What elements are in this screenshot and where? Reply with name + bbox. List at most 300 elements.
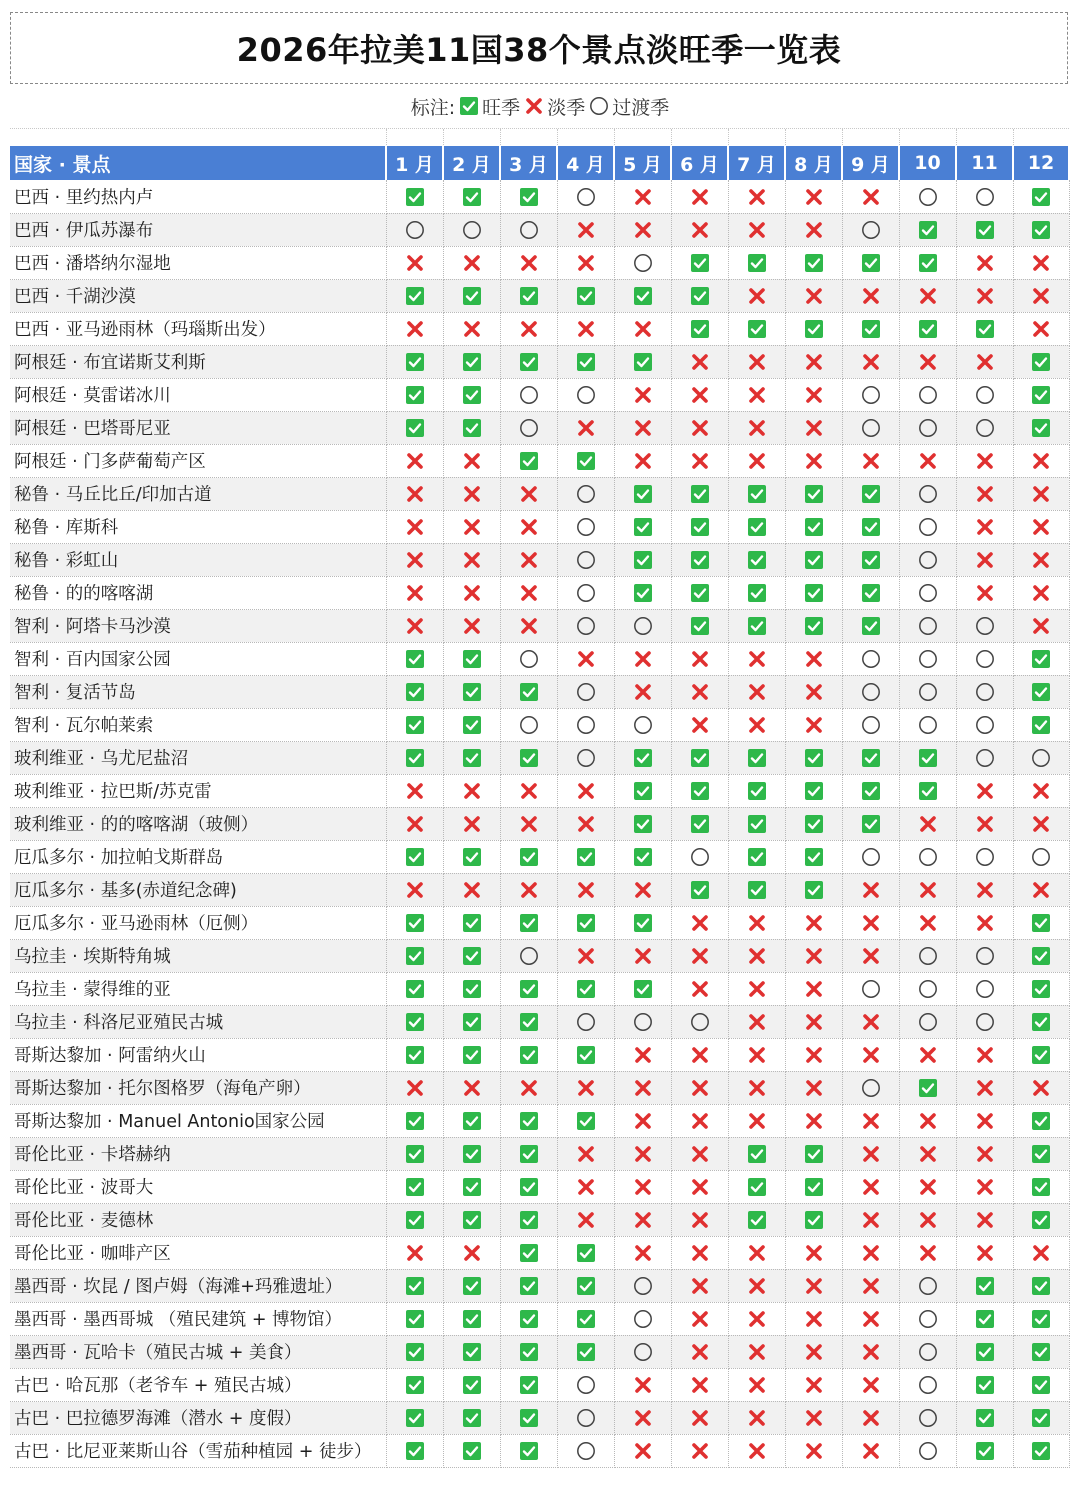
- cross-icon: [1031, 517, 1051, 537]
- check-icon: [519, 1144, 539, 1164]
- season-cell: [500, 807, 557, 840]
- spot-name: 哥伦比亚 · 咖啡产区: [10, 1236, 386, 1269]
- check-icon: [633, 583, 653, 603]
- check-icon: [975, 1441, 995, 1461]
- check-icon: [519, 1177, 539, 1197]
- cross-icon: [861, 1276, 881, 1296]
- season-cell: [899, 1104, 956, 1137]
- season-cell: [614, 939, 671, 972]
- cross-icon: [975, 913, 995, 933]
- table-row: [10, 840, 1069, 873]
- season-cell: [443, 444, 500, 477]
- season-cell: [899, 642, 956, 675]
- check-icon: [747, 253, 767, 273]
- check-icon: [1031, 1144, 1051, 1164]
- cross-icon: [804, 1342, 824, 1362]
- cross-icon: [633, 187, 653, 207]
- cross-icon: [1031, 880, 1051, 900]
- cross-icon: [747, 286, 767, 306]
- season-cell: [842, 939, 899, 972]
- season-cell: [557, 543, 614, 576]
- spot-name: 智利 · 瓦尔帕莱索: [10, 708, 386, 741]
- cross-icon: [519, 1078, 539, 1098]
- season-cell: [842, 1401, 899, 1434]
- cross-icon: [861, 1210, 881, 1230]
- season-cell: [671, 873, 728, 906]
- spot-name: 智利 · 阿塔卡马沙漠: [10, 609, 386, 642]
- season-cell: [728, 873, 785, 906]
- cross-icon: [690, 1144, 710, 1164]
- season-cell: [386, 708, 443, 741]
- cross-icon: [462, 484, 482, 504]
- season-cell: [386, 873, 443, 906]
- table-row: [10, 1401, 1069, 1434]
- cross-icon: [975, 781, 995, 801]
- check-icon: [975, 1309, 995, 1329]
- season-cell: [614, 708, 671, 741]
- cross-icon: [690, 946, 710, 966]
- check-icon: [405, 352, 425, 372]
- check-icon: [405, 979, 425, 999]
- season-cell: [785, 1434, 842, 1467]
- season-cell: [500, 1236, 557, 1269]
- season-cell: [500, 1071, 557, 1104]
- season-cell: [671, 213, 728, 246]
- cross-icon: [804, 1441, 824, 1461]
- season-cell: [557, 708, 614, 741]
- cross-icon: [747, 1243, 767, 1263]
- table-row: [10, 1170, 1069, 1203]
- season-cell: [842, 180, 899, 213]
- cross-icon: [918, 1111, 938, 1131]
- season-cell: [842, 279, 899, 312]
- season-cell: [956, 708, 1013, 741]
- table-row: [10, 1104, 1069, 1137]
- season-cell: [443, 213, 500, 246]
- season-cell: [500, 378, 557, 411]
- season-cell: [1013, 741, 1069, 774]
- season-cell: [557, 1269, 614, 1302]
- circle-icon: [975, 748, 995, 768]
- cross-icon: [747, 187, 767, 207]
- check-icon: [462, 1408, 482, 1428]
- circle-icon: [861, 682, 881, 702]
- cross-icon: [576, 880, 596, 900]
- check-icon: [405, 418, 425, 438]
- cross-icon: [861, 1243, 881, 1263]
- check-icon: [690, 616, 710, 636]
- season-cell: [386, 1236, 443, 1269]
- table-row: [10, 1005, 1069, 1038]
- season-cell: [899, 774, 956, 807]
- table-row: [10, 378, 1069, 411]
- season-cell: [842, 774, 899, 807]
- column-guide: [614, 129, 615, 147]
- season-cell: [443, 246, 500, 279]
- season-cell: [386, 642, 443, 675]
- season-cell: [386, 741, 443, 774]
- cross-icon: [633, 880, 653, 900]
- check-icon: [861, 550, 881, 570]
- season-cell: [557, 807, 614, 840]
- table-row: [10, 1302, 1069, 1335]
- season-cell: [386, 840, 443, 873]
- check-icon: [918, 253, 938, 273]
- season-cell: [500, 774, 557, 807]
- cross-icon: [975, 1177, 995, 1197]
- check-icon: [462, 715, 482, 735]
- season-cell: [671, 972, 728, 1005]
- season-cell: [443, 378, 500, 411]
- season-cell: [500, 1104, 557, 1137]
- season-cell: [899, 510, 956, 543]
- season-cell: [500, 246, 557, 279]
- season-cell: [671, 1203, 728, 1236]
- season-cell: [614, 246, 671, 279]
- cross-icon: [633, 220, 653, 240]
- season-cell: [842, 1170, 899, 1203]
- circle-icon: [690, 1012, 710, 1032]
- cross-icon: [633, 385, 653, 405]
- check-icon: [633, 979, 653, 999]
- cross-icon: [690, 979, 710, 999]
- check-icon: [519, 1375, 539, 1395]
- season-cell: [728, 972, 785, 1005]
- season-cell: [557, 1170, 614, 1203]
- legend-off: [524, 93, 585, 120]
- season-cell: [443, 840, 500, 873]
- check-icon: [861, 484, 881, 504]
- season-cell: [785, 543, 842, 576]
- season-cell: [386, 1269, 443, 1302]
- header-month-8: 8 月: [785, 146, 842, 180]
- check-icon: [747, 1210, 767, 1230]
- check-icon: [519, 913, 539, 933]
- season-cell: [614, 675, 671, 708]
- season-cell: [614, 609, 671, 642]
- season-cell: [671, 939, 728, 972]
- cross-icon: [1031, 1078, 1051, 1098]
- season-cell: [1013, 1368, 1069, 1401]
- season-cell: [1013, 411, 1069, 444]
- check-icon: [405, 1045, 425, 1065]
- cross-icon: [519, 319, 539, 339]
- cross-icon: [405, 253, 425, 273]
- circle-icon: [589, 96, 609, 116]
- cross-icon: [1031, 484, 1051, 504]
- season-cell: [899, 675, 956, 708]
- season-cell: [956, 774, 1013, 807]
- check-icon: [975, 319, 995, 339]
- cross-icon: [747, 1408, 767, 1428]
- season-cell: [500, 708, 557, 741]
- season-cell: [899, 972, 956, 1005]
- legend-shoulder-label: 过渡季: [612, 96, 670, 119]
- season-cell: [557, 1137, 614, 1170]
- cross-icon: [576, 319, 596, 339]
- season-cell: [956, 510, 1013, 543]
- season-cell: [842, 246, 899, 279]
- cross-icon: [804, 1375, 824, 1395]
- season-cell: [1013, 774, 1069, 807]
- cross-icon: [576, 814, 596, 834]
- cross-icon: [861, 1111, 881, 1131]
- season-cell: [785, 378, 842, 411]
- cross-icon: [804, 352, 824, 372]
- legend-off-label: 淡季: [547, 96, 586, 119]
- season-cell: [785, 972, 842, 1005]
- column-guide: [785, 129, 786, 147]
- check-icon: [690, 880, 710, 900]
- check-icon: [633, 517, 653, 537]
- season-cell: [728, 1137, 785, 1170]
- circle-icon: [633, 1276, 653, 1296]
- season-cell: [614, 873, 671, 906]
- season-cell: [728, 1038, 785, 1071]
- season-cell: [671, 180, 728, 213]
- season-cell: [899, 1071, 956, 1104]
- season-cell: [899, 213, 956, 246]
- season-cell: [614, 1104, 671, 1137]
- season-cell: [956, 1302, 1013, 1335]
- season-cell: [1013, 708, 1069, 741]
- season-cell: [614, 774, 671, 807]
- check-icon: [405, 1375, 425, 1395]
- check-icon: [690, 319, 710, 339]
- check-icon: [519, 1276, 539, 1296]
- circle-icon: [918, 517, 938, 537]
- season-cell: [728, 906, 785, 939]
- season-cell: [1013, 675, 1069, 708]
- season-cell: [500, 213, 557, 246]
- season-cell: [386, 939, 443, 972]
- check-icon: [861, 319, 881, 339]
- circle-icon: [576, 550, 596, 570]
- season-cell: [443, 1335, 500, 1368]
- spot-name: 墨西哥 · 墨西哥城 （殖民建筑 + 博物馆）: [10, 1302, 386, 1335]
- circle-icon: [576, 616, 596, 636]
- table-row: [10, 906, 1069, 939]
- check-icon: [405, 1342, 425, 1362]
- cross-icon: [861, 946, 881, 966]
- season-cell: [728, 708, 785, 741]
- check-icon: [633, 352, 653, 372]
- check-icon: [462, 1144, 482, 1164]
- cross-icon: [918, 451, 938, 471]
- table-row: [10, 642, 1069, 675]
- season-cell: [443, 345, 500, 378]
- season-cell: [557, 1104, 614, 1137]
- season-cell: [785, 1335, 842, 1368]
- check-icon: [462, 187, 482, 207]
- season-cell: [671, 576, 728, 609]
- season-cell: [671, 411, 728, 444]
- table-row: [10, 1368, 1069, 1401]
- table-row: [10, 1269, 1069, 1302]
- season-cell: [842, 1203, 899, 1236]
- cross-icon: [747, 1045, 767, 1065]
- season-cell: [956, 1368, 1013, 1401]
- cross-icon: [690, 649, 710, 669]
- season-cell: [557, 1368, 614, 1401]
- check-icon: [804, 253, 824, 273]
- check-icon: [462, 1012, 482, 1032]
- season-cell: [557, 1236, 614, 1269]
- cross-icon: [690, 1078, 710, 1098]
- check-icon: [576, 451, 596, 471]
- season-cell: [842, 906, 899, 939]
- season-cell: [899, 477, 956, 510]
- season-cell: [443, 906, 500, 939]
- table-row: [10, 246, 1069, 279]
- cross-icon: [804, 682, 824, 702]
- season-cell: [500, 312, 557, 345]
- season-cell: [557, 246, 614, 279]
- cross-icon: [747, 1342, 767, 1362]
- cross-icon: [633, 946, 653, 966]
- season-cell: [443, 1434, 500, 1467]
- cross-icon: [747, 715, 767, 735]
- cross-icon: [576, 253, 596, 273]
- season-cell: [728, 576, 785, 609]
- season-cell: [899, 246, 956, 279]
- header-month-7: 7 月: [728, 146, 785, 180]
- spot-name: 巴西 · 千湖沙漠: [10, 279, 386, 312]
- check-icon: [804, 880, 824, 900]
- table-row: [10, 1203, 1069, 1236]
- check-icon: [405, 715, 425, 735]
- check-icon: [405, 385, 425, 405]
- spot-name: 玻利维亚 · 乌尤尼盐沼: [10, 741, 386, 774]
- circle-icon: [576, 748, 596, 768]
- season-cell: [785, 477, 842, 510]
- check-icon: [519, 1243, 539, 1263]
- season-cell: [728, 543, 785, 576]
- check-icon: [861, 748, 881, 768]
- cross-icon: [804, 187, 824, 207]
- cross-icon: [861, 1342, 881, 1362]
- season-cell: [671, 675, 728, 708]
- cross-icon: [861, 1441, 881, 1461]
- season-cell: [443, 675, 500, 708]
- season-cell: [443, 774, 500, 807]
- season-cell: [1013, 1269, 1069, 1302]
- cross-icon: [975, 1144, 995, 1164]
- circle-icon: [861, 979, 881, 999]
- season-cell: [443, 543, 500, 576]
- season-cell: [785, 411, 842, 444]
- cross-icon: [975, 451, 995, 471]
- season-cell: [671, 1104, 728, 1137]
- check-icon: [633, 484, 653, 504]
- check-icon: [405, 1144, 425, 1164]
- season-cell: [671, 609, 728, 642]
- season-cell: [785, 1368, 842, 1401]
- season-cell: [671, 807, 728, 840]
- season-cell: [728, 609, 785, 642]
- cross-icon: [918, 352, 938, 372]
- season-cell: [785, 1137, 842, 1170]
- cross-icon: [633, 1243, 653, 1263]
- cross-icon: [405, 1243, 425, 1263]
- legend-peak: [459, 93, 520, 120]
- season-cell: [386, 180, 443, 213]
- season-cell: [899, 312, 956, 345]
- spot-name: 乌拉圭 · 埃斯特角城: [10, 939, 386, 972]
- cross-icon: [405, 550, 425, 570]
- season-cell: [785, 1401, 842, 1434]
- cross-icon: [975, 1243, 995, 1263]
- circle-icon: [975, 847, 995, 867]
- season-cell: [728, 444, 785, 477]
- season-cell: [671, 1302, 728, 1335]
- cross-icon: [1031, 451, 1051, 471]
- season-cell: [557, 1005, 614, 1038]
- check-icon: [690, 781, 710, 801]
- season-cell: [842, 444, 899, 477]
- cross-icon: [804, 286, 824, 306]
- check-icon: [747, 814, 767, 834]
- table-row: [10, 180, 1069, 213]
- season-cell: [671, 378, 728, 411]
- cross-icon: [405, 583, 425, 603]
- season-cell: [956, 873, 1013, 906]
- season-cell: [557, 510, 614, 543]
- cross-icon: [462, 814, 482, 834]
- spot-name: 厄瓜多尔 · 亚马逊雨林（厄侧）: [10, 906, 386, 939]
- season-cell: [500, 1401, 557, 1434]
- cross-icon: [633, 682, 653, 702]
- spot-name: 古巴 · 巴拉德罗海滩（潜水 + 度假）: [10, 1401, 386, 1434]
- season-cell: [557, 1335, 614, 1368]
- season-cell: [614, 1203, 671, 1236]
- spot-name: 哥斯达黎加 · Manuel Antonio国家公园: [10, 1104, 386, 1137]
- check-icon: [519, 1111, 539, 1131]
- season-cell: [671, 774, 728, 807]
- check-icon: [804, 781, 824, 801]
- season-cell: [785, 1302, 842, 1335]
- cross-icon: [1031, 1243, 1051, 1263]
- season-cell: [785, 708, 842, 741]
- season-cell: [386, 246, 443, 279]
- season-cell: [557, 180, 614, 213]
- season-cell: [728, 1335, 785, 1368]
- season-cell: [1013, 444, 1069, 477]
- circle-icon: [633, 616, 653, 636]
- season-cell: [956, 1005, 1013, 1038]
- check-icon: [747, 517, 767, 537]
- cross-icon: [690, 1210, 710, 1230]
- season-cell: [956, 543, 1013, 576]
- season-cell: [785, 246, 842, 279]
- check-icon: [690, 550, 710, 570]
- circle-icon: [918, 583, 938, 603]
- table-row: [10, 510, 1069, 543]
- spot-name: 智利 · 百内国家公园: [10, 642, 386, 675]
- circle-icon: [918, 847, 938, 867]
- season-cell: [785, 774, 842, 807]
- season-cell: [500, 477, 557, 510]
- check-icon: [519, 979, 539, 999]
- circle-icon: [1031, 748, 1051, 768]
- cross-icon: [519, 517, 539, 537]
- cross-icon: [975, 814, 995, 834]
- cross-icon: [861, 1045, 881, 1065]
- season-cell: [842, 609, 899, 642]
- season-cell: [842, 873, 899, 906]
- season-cell: [443, 642, 500, 675]
- season-cell: [899, 378, 956, 411]
